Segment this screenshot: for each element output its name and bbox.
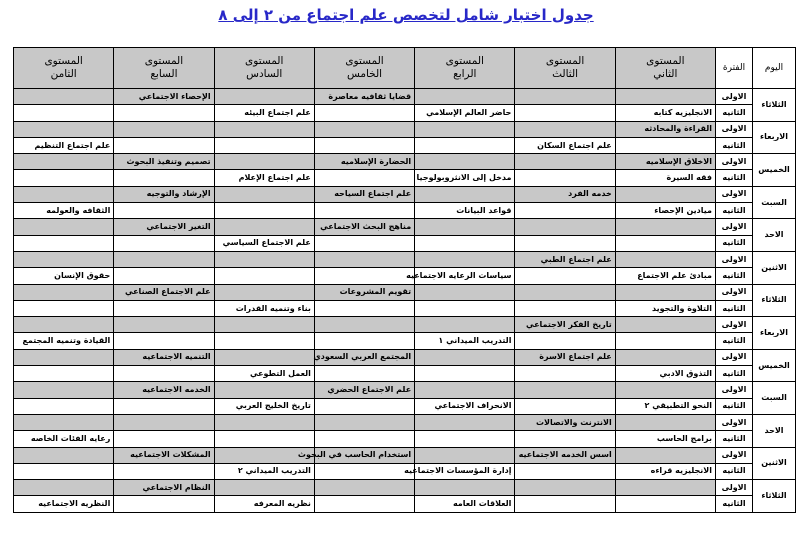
exam-cell: [214, 219, 314, 235]
exam-cell: [214, 333, 314, 349]
exam-cell: [114, 431, 214, 447]
exam-cell: [415, 366, 515, 382]
exam-cell: [214, 203, 314, 219]
exam-cell: [314, 463, 414, 479]
exam-cell: [615, 89, 715, 105]
exam-cell: [14, 284, 114, 300]
exam-cell: [415, 480, 515, 496]
exam-cell: القراءة والمحادثه: [615, 121, 715, 137]
exam-cell: [214, 317, 314, 333]
exam-cell: [214, 89, 314, 105]
table-row: [14, 366, 796, 382]
exam-cell: [114, 496, 214, 512]
day-cell: الاربعاء: [753, 121, 796, 154]
table-row: [14, 431, 796, 447]
table-row: [14, 251, 796, 267]
exam-cell: [615, 333, 715, 349]
exam-cell: [214, 251, 314, 267]
exam-cell: علم الاجتماع السياسي: [214, 235, 314, 251]
period-cell: الثانيه: [716, 463, 753, 479]
exam-cell: حاضر العالم الإسلامي: [415, 105, 515, 121]
period-column-header: الفترة: [716, 48, 753, 89]
day-cell: الثلاثاء: [753, 480, 796, 513]
period-cell: الثانيه: [716, 105, 753, 121]
exam-cell: [415, 300, 515, 316]
exam-cell: [214, 121, 314, 137]
table-row: [14, 235, 796, 251]
exam-cell: [14, 463, 114, 479]
exam-cell: [114, 398, 214, 414]
period-cell: الثانيه: [716, 366, 753, 382]
table-row: [14, 349, 796, 365]
table-row: [14, 317, 796, 333]
exam-cell: [114, 317, 214, 333]
table-row: [14, 300, 796, 316]
exam-cell: تقويم المشروعات: [314, 284, 414, 300]
period-cell: الاولى: [716, 382, 753, 398]
period-cell: الاولى: [716, 349, 753, 365]
exam-cell: التدريب الميداني ٢: [214, 463, 314, 479]
period-cell: الثانيه: [716, 235, 753, 251]
exam-cell: [415, 137, 515, 153]
exam-cell: [515, 170, 615, 186]
exam-cell: [415, 382, 515, 398]
exam-cell: استخدام الحاسب في البحوث: [314, 447, 414, 463]
table-row: [14, 137, 796, 153]
exam-cell: [515, 366, 615, 382]
exam-cell: علم اجتماع السياحه: [314, 186, 414, 202]
day-cell: الاربعاء: [753, 317, 796, 350]
exam-cell: [314, 398, 414, 414]
table-row: [14, 219, 796, 235]
exam-cell: [314, 170, 414, 186]
table-row: [14, 89, 796, 105]
exam-cell: [515, 300, 615, 316]
exam-cell: الإحصاء الاجتماعي: [114, 89, 214, 105]
period-cell: الاولى: [716, 317, 753, 333]
exam-cell: [415, 121, 515, 137]
exam-cell: القيادة وتنميه المجتمع: [14, 333, 114, 349]
table-row: [14, 170, 796, 186]
exam-cell: ميادين الإحصاء: [615, 203, 715, 219]
exam-cell: [214, 137, 314, 153]
exam-cell: [515, 463, 615, 479]
period-cell: الثانيه: [716, 268, 753, 284]
day-cell: الخميس: [753, 154, 796, 187]
exam-cell: علم اجتماع البيئه: [214, 105, 314, 121]
exam-cell: الانحراف الاجتماعي: [415, 398, 515, 414]
period-cell: الثانيه: [716, 137, 753, 153]
period-cell: الاولى: [716, 186, 753, 202]
exam-cell: [114, 366, 214, 382]
exam-cell: العلاقات العامه: [415, 496, 515, 512]
exam-cell: [14, 154, 114, 170]
period-cell: الاولى: [716, 89, 753, 105]
exam-cell: [114, 463, 214, 479]
exam-cell: [314, 431, 414, 447]
period-cell: الاولى: [716, 121, 753, 137]
table-row: [14, 333, 796, 349]
period-cell: الثانيه: [716, 431, 753, 447]
exam-cell: [314, 121, 414, 137]
exam-cell: [14, 251, 114, 267]
exam-cell: [515, 89, 615, 105]
exam-cell: [415, 186, 515, 202]
table-row: [14, 382, 796, 398]
page-title: جدول اختبار شامل لتخصص علم اجتماع من ٢ إلى ٨: [218, 6, 594, 24]
exam-cell: [114, 333, 214, 349]
exam-cell: [214, 382, 314, 398]
exam-cell: [14, 317, 114, 333]
exam-cell: [515, 219, 615, 235]
exam-cell: الحضارة الإسلاميه: [314, 154, 414, 170]
exam-cell: علم اجتماع الطبي: [515, 251, 615, 267]
exam-cell: [14, 414, 114, 430]
exam-cell: [415, 317, 515, 333]
exam-cell: الخدمه الاجتماعيه: [114, 382, 214, 398]
exam-cell: [14, 235, 114, 251]
period-cell: الثانيه: [716, 300, 753, 316]
day-cell: الخميس: [753, 349, 796, 382]
exam-cell: [114, 300, 214, 316]
exam-cell: [615, 137, 715, 153]
exam-cell: الثقافه والعولمه: [14, 203, 114, 219]
day-cell: الثلاثاء: [753, 284, 796, 317]
exam-cell: [615, 219, 715, 235]
exam-cell: [314, 366, 414, 382]
exam-cell: التذوق الادبي: [615, 366, 715, 382]
exam-cell: مدخل إلى الانثروبولوجيا: [415, 170, 515, 186]
level-header: المستوى الثامن: [14, 48, 114, 89]
table-row: [14, 203, 796, 219]
exam-cell: [515, 105, 615, 121]
table-row: [14, 186, 796, 202]
exam-cell: [214, 431, 314, 447]
exam-cell: نظريه المعرفه: [214, 496, 314, 512]
exam-cell: علم اجتماع الإعلام: [214, 170, 314, 186]
day-cell: الاثنين: [753, 251, 796, 284]
exam-cell: [214, 154, 314, 170]
period-cell: الاولى: [716, 219, 753, 235]
day-cell: الثلاثاء: [753, 89, 796, 122]
exam-cell: [14, 121, 114, 137]
exam-cell: التغير الاجتماعي: [114, 219, 214, 235]
day-cell: الاثنين: [753, 447, 796, 480]
exam-cell: النظريه الاجتماعيه: [14, 496, 114, 512]
table-row: [14, 154, 796, 170]
exam-cell: خدمه الفرد: [515, 186, 615, 202]
day-cell: الاحد: [753, 219, 796, 252]
level-header: المستوى الخامس: [314, 48, 414, 89]
exam-cell: تاريخ الخليج العربي: [214, 398, 314, 414]
exam-cell: الانجليزيه كتابه: [615, 105, 715, 121]
period-cell: الثانيه: [716, 496, 753, 512]
exam-cell: [214, 186, 314, 202]
exam-cell: [615, 251, 715, 267]
exam-cell: [214, 480, 314, 496]
exam-cell: [615, 414, 715, 430]
exam-cell: [14, 349, 114, 365]
level-header: المستوى الرابع: [415, 48, 515, 89]
day-cell: الاحد: [753, 414, 796, 447]
exam-cell: الانترنت والاتصالات: [515, 414, 615, 430]
period-cell: الاولى: [716, 414, 753, 430]
table-row: [14, 105, 796, 121]
exam-cell: [415, 349, 515, 365]
period-cell: الثانيه: [716, 203, 753, 219]
exam-cell: [14, 89, 114, 105]
exam-cell: [114, 235, 214, 251]
exam-cell: [515, 235, 615, 251]
period-cell: الثانيه: [716, 398, 753, 414]
day-cell: السبت: [753, 186, 796, 219]
exam-cell: [314, 268, 414, 284]
exam-cell: [615, 480, 715, 496]
period-cell: الثانيه: [716, 170, 753, 186]
exam-cell: [515, 284, 615, 300]
exam-cell: [515, 121, 615, 137]
exam-cell: [515, 268, 615, 284]
exam-cell: التلاوة والتجويد: [615, 300, 715, 316]
day-cell: السبت: [753, 382, 796, 415]
exam-cell: [114, 170, 214, 186]
exam-cell: تاريخ الفكر الاجتماعي: [515, 317, 615, 333]
exam-cell: مناهج البحث الاجتماعي: [314, 219, 414, 235]
table-row: [14, 268, 796, 284]
exam-cell: [615, 447, 715, 463]
exam-cell: [214, 414, 314, 430]
table-row: [14, 480, 796, 496]
day-column-header: اليوم: [753, 48, 796, 89]
table-row: [14, 284, 796, 300]
exam-cell: [14, 105, 114, 121]
exam-cell: [515, 431, 615, 447]
exam-cell: الاخلاق الإسلاميه: [615, 154, 715, 170]
exam-cell: [314, 496, 414, 512]
exam-cell: المشكلات الاجتماعيه: [114, 447, 214, 463]
table-row: [14, 398, 796, 414]
table-row: [14, 496, 796, 512]
exam-cell: [314, 137, 414, 153]
period-cell: الثانيه: [716, 333, 753, 349]
exam-cell: [114, 414, 214, 430]
exam-cell: [415, 284, 515, 300]
exam-cell: [314, 251, 414, 267]
exam-cell: [314, 414, 414, 430]
exam-cell: برامج الحاسب: [615, 431, 715, 447]
exam-cell: التنميه الاجتماعيه: [114, 349, 214, 365]
period-cell: الاولى: [716, 251, 753, 267]
exam-cell: الانجليزيه قراءه: [615, 463, 715, 479]
table-row: [14, 447, 796, 463]
exam-cell: [314, 317, 414, 333]
level-header: المستوى الثالث: [515, 48, 615, 89]
exam-cell: [415, 235, 515, 251]
exam-cell: [415, 414, 515, 430]
exam-cell: فقه السيرة: [615, 170, 715, 186]
exam-cell: [14, 219, 114, 235]
exam-cell: [615, 235, 715, 251]
table-row: [14, 121, 796, 137]
exam-cell: [214, 268, 314, 284]
exam-cell: قضايا ثقافيه معاصرة: [314, 89, 414, 105]
exam-cell: اسس الخدمه الاجتماعيه: [515, 447, 615, 463]
exam-cell: [515, 382, 615, 398]
exam-cell: [14, 398, 114, 414]
exam-cell: [415, 251, 515, 267]
exam-cell: [114, 105, 214, 121]
exam-cell: [14, 170, 114, 186]
exam-cell: [415, 447, 515, 463]
exam-cell: علم اجتماع السكان: [515, 137, 615, 153]
period-cell: الاولى: [716, 447, 753, 463]
exam-cell: [515, 154, 615, 170]
exam-cell: [415, 431, 515, 447]
exam-cell: [615, 382, 715, 398]
level-header: المستوى السابع: [114, 48, 214, 89]
exam-cell: [214, 284, 314, 300]
exam-cell: [314, 480, 414, 496]
exam-cell: [114, 251, 214, 267]
exam-cell: رعايه الفئات الخاصه: [14, 431, 114, 447]
exam-cell: الإرشاد والتوجيه: [114, 186, 214, 202]
exam-cell: [615, 186, 715, 202]
exam-cell: علم اجتماع الاسرة: [515, 349, 615, 365]
exam-cell: [14, 186, 114, 202]
exam-cell: إدارة المؤسسات الاجتماعيه: [415, 463, 515, 479]
exam-cell: [14, 300, 114, 316]
exam-cell: [515, 496, 615, 512]
exam-cell: [114, 121, 214, 137]
exam-cell: قواعد البيانات: [415, 203, 515, 219]
exam-cell: [214, 349, 314, 365]
exam-cell: [114, 268, 214, 284]
exam-cell: [615, 317, 715, 333]
exam-cell: [314, 203, 414, 219]
exam-cell: [314, 300, 414, 316]
exam-cell: [615, 349, 715, 365]
level-header: المستوى الثاني: [615, 48, 715, 89]
exam-cell: العمل التطوعي: [214, 366, 314, 382]
exam-cell: علم الاجتماع الصناعي: [114, 284, 214, 300]
exam-schedule-table: [13, 47, 796, 513]
exam-cell: [14, 366, 114, 382]
exam-cell: علم اجتماع التنظيم: [14, 137, 114, 153]
exam-cell: المجتمع العربي السعودي: [314, 349, 414, 365]
exam-cell: [615, 496, 715, 512]
exam-cell: [314, 105, 414, 121]
period-cell: الاولى: [716, 284, 753, 300]
exam-cell: [515, 203, 615, 219]
exam-cell: التدريب الميداني ١: [415, 333, 515, 349]
exam-cell: [415, 89, 515, 105]
exam-cell: [314, 235, 414, 251]
level-header: المستوى السادس: [214, 48, 314, 89]
exam-cell: [114, 203, 214, 219]
exam-cell: [14, 382, 114, 398]
exam-cell: علم الاجتماع الحضري: [314, 382, 414, 398]
exam-cell: تصميم وتنفيذ البحوث: [114, 154, 214, 170]
exam-cell: حقوق الإنسان: [14, 268, 114, 284]
table-row: [14, 463, 796, 479]
exam-cell: النحو التطبيقي ٢: [615, 398, 715, 414]
exam-cell: [515, 333, 615, 349]
exam-cell: [515, 398, 615, 414]
exam-cell: [415, 154, 515, 170]
period-cell: الاولى: [716, 480, 753, 496]
exam-cell: سياسات الرعايه الاجتماعيه: [415, 268, 515, 284]
exam-cell: [615, 284, 715, 300]
table-row: [14, 414, 796, 430]
exam-cell: [415, 219, 515, 235]
exam-cell: [14, 447, 114, 463]
period-cell: الاولى: [716, 154, 753, 170]
header-row: [14, 48, 796, 89]
exam-cell: بناء وتنميه القدرات: [214, 300, 314, 316]
exam-cell: النظام الاجتماعي: [114, 480, 214, 496]
exam-cell: [515, 480, 615, 496]
exam-cell: [14, 480, 114, 496]
exam-cell: مبادئ علم الاجتماع: [615, 268, 715, 284]
exam-cell: [314, 333, 414, 349]
exam-cell: [114, 137, 214, 153]
